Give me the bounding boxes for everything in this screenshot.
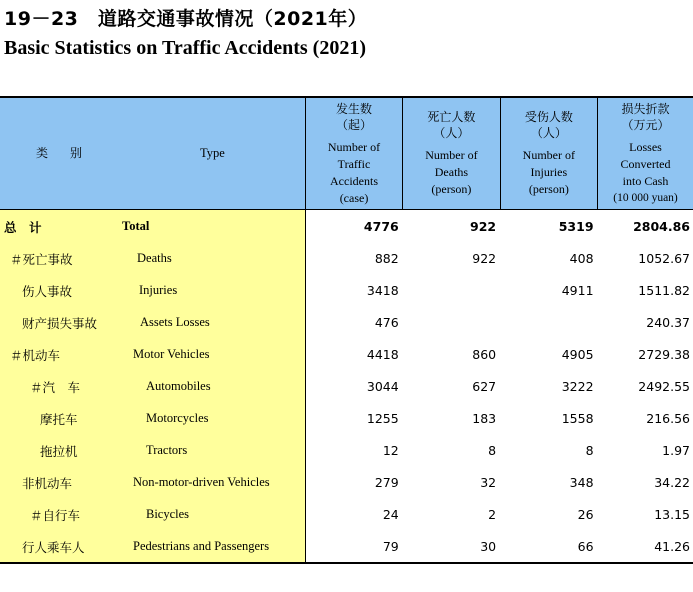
- header-accidents-en-4: (case): [339, 190, 369, 205]
- row-category: [0, 434, 305, 466]
- header-accidents-cn-2: （起）: [336, 117, 373, 132]
- cell-accidents: 476: [374, 314, 399, 330]
- table-row: [0, 242, 693, 274]
- header-category-cn: 类别: [36, 146, 105, 160]
- page-title-english: Basic Statistics on Traffic Accidents (2021): [4, 37, 367, 59]
- header-injuries-cn-2: （人）: [530, 126, 567, 140]
- table-row: [0, 530, 693, 563]
- header-losses-en-2: Converted: [620, 156, 671, 171]
- cell-injuries: [500, 306, 597, 338]
- cell-losses: 34.22: [654, 474, 690, 490]
- row-category: [0, 242, 305, 274]
- cell-deaths: 30: [403, 530, 500, 563]
- row-label-en: Non-motor-driven Vehicles: [133, 475, 270, 489]
- header-losses: [598, 97, 693, 210]
- row-label-cn: ＃自行车: [30, 508, 81, 523]
- row-category: [0, 370, 305, 402]
- row-category: [0, 210, 305, 243]
- cell-accidents: 882: [374, 250, 399, 266]
- row-label-en: Assets Losses: [140, 315, 210, 329]
- row-label-en: Bicycles: [146, 507, 190, 521]
- table-header-row: [0, 97, 693, 210]
- row-label-en: Total: [122, 219, 150, 233]
- table-row: [0, 402, 693, 434]
- row-label-cn: 财产损失事故: [22, 316, 98, 331]
- cell-losses: 2729.38: [638, 346, 690, 362]
- row-label-en: Motorcycles: [146, 411, 209, 425]
- header-category: [0, 97, 305, 210]
- row-label-cn: 伤人事故: [22, 284, 73, 299]
- table-row: [0, 338, 693, 370]
- header-accidents-en-1: Number of: [327, 139, 381, 154]
- row-category: [0, 498, 305, 530]
- row-category: [0, 306, 305, 338]
- cell-accidents: 12: [382, 442, 399, 458]
- cell-injuries: 4905: [561, 346, 594, 362]
- cell-injuries: 8: [585, 442, 594, 458]
- header-injuries-en-1: Number of: [522, 148, 575, 162]
- cell-accidents: 79: [305, 530, 402, 563]
- cell-accidents: 3044: [366, 378, 399, 394]
- table-row: [0, 370, 693, 402]
- cell-deaths: 922: [472, 250, 497, 266]
- cell-deaths: 922: [470, 218, 497, 234]
- header-losses-en-1: Losses: [629, 139, 662, 154]
- header-category-en: Type: [200, 146, 225, 160]
- header-injuries-cn-1: 受伤人数: [524, 110, 573, 124]
- row-label-cn: 总 计: [4, 220, 42, 235]
- header-deaths-cn-1: 死亡人数: [427, 110, 476, 124]
- cell-accidents: 4418: [366, 346, 399, 362]
- header-injuries-en-2: Injuries: [530, 165, 568, 179]
- cell-deaths: 2: [488, 506, 497, 522]
- cell-injuries: 66: [500, 530, 597, 563]
- cell-accidents: 4776: [363, 218, 399, 234]
- cell-injuries: 3222: [561, 378, 594, 394]
- row-category: [0, 274, 305, 306]
- table-row: [0, 466, 693, 498]
- cell-losses: 1.97: [662, 442, 690, 458]
- table-row: [0, 434, 693, 466]
- row-label-en: Pedestrians and Passengers: [133, 539, 270, 553]
- header-deaths-en-2: Deaths: [434, 165, 469, 179]
- header-deaths-en-1: Number of: [425, 148, 478, 162]
- row-label-cn: ＃死亡事故: [10, 252, 73, 267]
- table-row: [0, 306, 693, 338]
- row-label-cn: 行人乘车人: [22, 540, 85, 555]
- cell-deaths: [403, 306, 500, 338]
- cell-injuries: 5319: [558, 218, 594, 234]
- row-category: [0, 530, 305, 563]
- page-title-chinese: 19－23 道路交通事故情况（2021年）: [4, 8, 368, 30]
- header-losses-en-4: (10 000 yuan): [613, 191, 678, 204]
- row-label-en: Motor Vehicles: [133, 347, 210, 361]
- header-accidents: [305, 97, 402, 210]
- row-label-cn: 拖拉机: [40, 444, 78, 459]
- row-label-en: Injuries: [139, 283, 178, 297]
- header-deaths: [403, 97, 500, 210]
- cell-losses: 240.37: [646, 314, 690, 330]
- cell-losses: 1052.67: [638, 250, 690, 266]
- cell-losses: 1511.82: [638, 282, 690, 298]
- table-row-total: [0, 210, 693, 243]
- row-label-en: Deaths: [137, 251, 172, 265]
- header-deaths-cn-2: （人）: [433, 126, 470, 140]
- row-label-cn: ＃汽 车: [30, 380, 81, 395]
- cell-accidents: 24: [382, 506, 399, 522]
- row-label-cn: 摩托车: [40, 412, 78, 427]
- cell-injuries: 408: [569, 250, 594, 266]
- cell-injuries: 1558: [561, 410, 594, 426]
- table-row: [0, 274, 693, 306]
- cell-losses: 41.26: [598, 530, 693, 563]
- cell-accidents: 1255: [366, 410, 399, 426]
- row-label-cn: ＃机动车: [10, 348, 61, 363]
- header-injuries: [500, 97, 597, 210]
- cell-injuries: 26: [577, 506, 594, 522]
- cell-injuries: 348: [569, 474, 594, 490]
- cell-deaths: 32: [480, 474, 497, 490]
- header-injuries-en-3: (person): [528, 182, 569, 196]
- row-label-en: Automobiles: [146, 379, 211, 393]
- cell-losses: 2492.55: [638, 378, 690, 394]
- cell-deaths: [403, 274, 500, 306]
- cell-losses: 216.56: [646, 410, 690, 426]
- header-accidents-en-2: Traffic: [337, 156, 371, 171]
- cell-accidents: 3418: [366, 282, 399, 298]
- row-category: [0, 338, 305, 370]
- header-losses-cn-2: （万元）: [621, 117, 670, 132]
- cell-losses: 13.15: [654, 506, 690, 522]
- header-deaths-en-3: (person): [431, 182, 472, 196]
- cell-injuries: 4911: [561, 282, 594, 298]
- header-losses-en-3: into Cash: [622, 173, 669, 188]
- header-accidents-cn-1: 发生数: [336, 101, 373, 116]
- table-row: [0, 498, 693, 530]
- cell-accidents: 279: [374, 474, 399, 490]
- traffic-accidents-table: [0, 96, 693, 564]
- cell-losses: 2804.86: [633, 218, 690, 234]
- cell-deaths: 627: [472, 378, 497, 394]
- row-label-en: Tractors: [146, 443, 188, 457]
- row-category: [0, 402, 305, 434]
- cell-deaths: 860: [472, 346, 497, 362]
- cell-deaths: 183: [472, 410, 497, 426]
- row-label-cn: 非机动车: [22, 476, 73, 491]
- header-accidents-en-3: Accidents: [330, 173, 378, 188]
- cell-deaths: 8: [488, 442, 497, 458]
- row-category: [0, 466, 305, 498]
- header-losses-cn-1: 损失折款: [621, 101, 670, 116]
